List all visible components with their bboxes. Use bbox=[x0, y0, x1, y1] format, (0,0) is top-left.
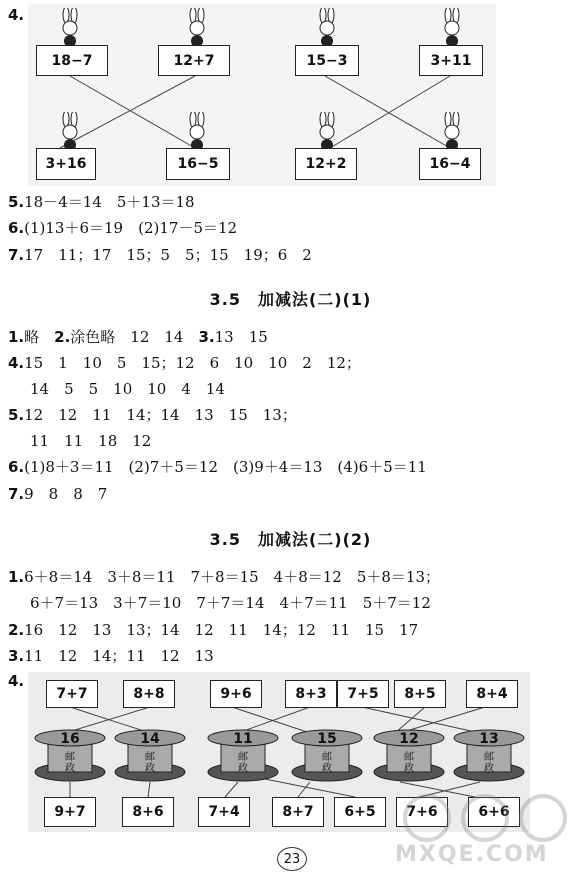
spool-number: 16 bbox=[60, 731, 80, 747]
spool-number: 11 bbox=[233, 731, 253, 747]
equation-box: 3+11 bbox=[419, 45, 483, 76]
equation-box: 8+6 bbox=[122, 797, 174, 827]
answer-line: 1.略 2.涂色略 12 14 3.13 15 bbox=[8, 328, 268, 346]
spool-number: 12 bbox=[399, 731, 419, 747]
answer-line: 3.11 12 14；11 12 13 bbox=[8, 647, 214, 665]
equation-box: 8+3 bbox=[285, 680, 337, 708]
spool-text: 邮政 bbox=[484, 752, 494, 774]
equation-box: 8+4 bbox=[466, 680, 518, 708]
answer-line: 4.15 1 10 5 15；12 6 10 10 2 12； bbox=[8, 354, 361, 372]
equation-box: 9+6 bbox=[210, 680, 262, 708]
equation-box: 7+7 bbox=[46, 680, 98, 708]
equation-box: 8+5 bbox=[394, 680, 446, 708]
equation-box: 6+5 bbox=[334, 797, 386, 827]
equation-box: 8+8 bbox=[123, 680, 175, 708]
equation-box: 3+16 bbox=[36, 148, 96, 180]
equation-box: 16−4 bbox=[419, 148, 481, 180]
answer-line: 1.6＋8＝14 3＋8＝11 7＋8＝15 4＋8＝12 5＋8＝13； bbox=[8, 568, 441, 586]
spool-text: 邮政 bbox=[404, 752, 414, 774]
spool-text: 邮政 bbox=[65, 752, 75, 774]
watermark-text: MXQE.COM bbox=[395, 842, 549, 867]
equation-box: 7+5 bbox=[337, 680, 389, 708]
equation-box: 7+6 bbox=[396, 797, 448, 827]
equation-box: 6+6 bbox=[468, 797, 520, 827]
answer-line: 11 11 18 12 bbox=[30, 432, 152, 450]
answer-line: 2.16 12 13 13；14 12 11 14；12 11 15 17 bbox=[8, 621, 419, 639]
answer-line: 6＋7＝13 3＋7＝10 7＋7＝14 4＋7＝11 5＋7＝12 bbox=[30, 594, 431, 612]
q4b-number: 4. bbox=[8, 672, 25, 690]
section-title: 3.5 加减法(二)(1) bbox=[209, 290, 372, 309]
equation-box: 16−5 bbox=[166, 148, 230, 180]
equation-box: 15−3 bbox=[295, 45, 359, 76]
equation-box: 12+2 bbox=[295, 148, 357, 180]
spool-number: 15 bbox=[317, 731, 337, 747]
answer-line: 5.12 12 11 14；14 13 15 13； bbox=[8, 406, 297, 424]
equation-box: 8+7 bbox=[272, 797, 324, 827]
page-number-badge bbox=[277, 847, 307, 871]
spool-number: 14 bbox=[140, 731, 160, 747]
spool-text: 邮政 bbox=[238, 752, 248, 774]
answer-line: 6.(1)8＋3＝11 (2)7＋5＝12 (3)9＋4＝13 (4)6＋5＝11 bbox=[8, 458, 427, 476]
equation-box: 12+7 bbox=[158, 45, 230, 76]
equation-box: 7+4 bbox=[198, 797, 250, 827]
answer-line: 6.(1)13＋6＝19 (2)17－5＝12 bbox=[8, 219, 238, 237]
q4a-number: 4. bbox=[8, 6, 25, 24]
section-title: 3.5 加减法(二)(2) bbox=[209, 530, 372, 549]
answer-line: 7.9 8 8 7 bbox=[8, 485, 108, 503]
spool-text: 邮政 bbox=[322, 752, 332, 774]
page-number: 23 bbox=[283, 851, 301, 867]
answer-line: 14 5 5 10 10 4 14 bbox=[30, 380, 225, 398]
watermark bbox=[395, 790, 575, 870]
answer-line: 7.17 11；17 15；5 5；15 19；6 2 bbox=[8, 246, 312, 264]
equation-box: 9+7 bbox=[44, 797, 96, 827]
equation-box: 18−7 bbox=[36, 45, 108, 76]
answer-line: 5.18－4＝14 5＋13＝18 bbox=[8, 193, 195, 211]
spool-number: 13 bbox=[479, 731, 499, 747]
spool-text: 邮政 bbox=[145, 752, 155, 774]
